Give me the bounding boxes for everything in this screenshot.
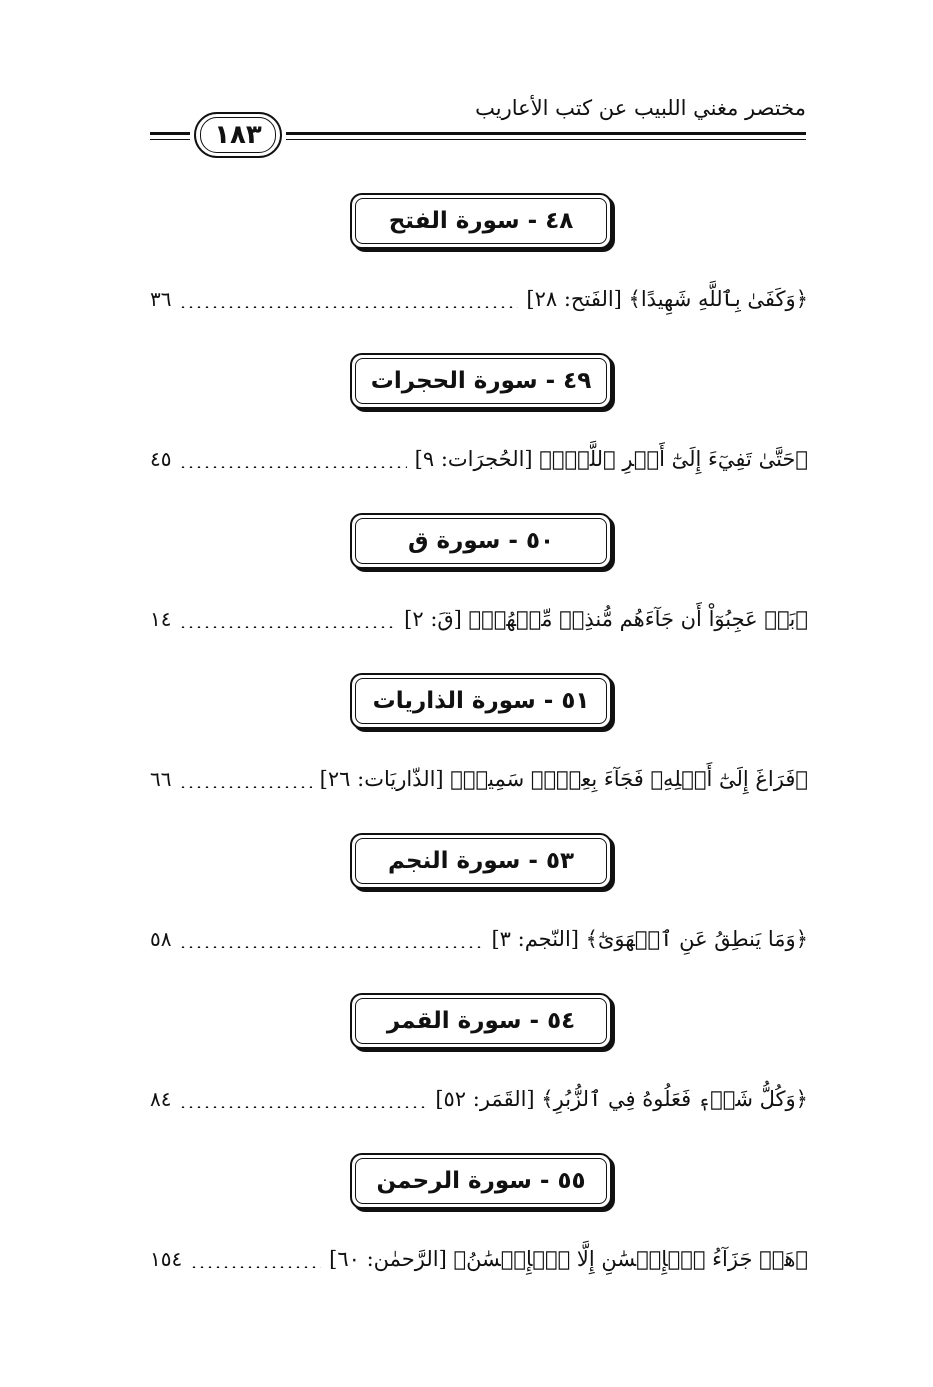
- entry-page-number: ٥٨: [150, 927, 172, 951]
- leader-dots: [179, 306, 518, 308]
- surah-heading: ٥٣ - سورة النجم: [355, 838, 607, 884]
- surah-heading: ٤٩ - سورة الحجرات: [355, 358, 607, 404]
- entry-page-number: ٤٥: [150, 447, 172, 471]
- entry-page-number: ٦٦: [150, 767, 172, 791]
- surah-heading-box: [350, 673, 612, 729]
- header-rule: [286, 132, 806, 135]
- leader-dots: [179, 786, 311, 788]
- page-number: ١٨٣: [200, 117, 276, 153]
- entry-page-number: ٣٦: [150, 287, 172, 311]
- surah-heading-box: [350, 193, 612, 249]
- verse-text: ﴿وَمَا يَنطِقُ عَنِ ٱلۡهَوَىٰٓ﴾ [النّجم: ٣]: [491, 927, 808, 951]
- verse-text: ﴿وَكُلُّ شَيۡءٖ فَعَلُوهُ فِي ٱلزُّبُرِ﴾ [القَمَر: ٥٢]: [435, 1087, 808, 1111]
- surah-heading: ٥٤ - سورة القمر: [355, 998, 607, 1044]
- header-rule-left: [150, 132, 190, 135]
- leader-dots: [179, 1106, 427, 1108]
- entry-page-number: ١٤: [150, 607, 172, 631]
- index-entry: [150, 439, 808, 479]
- verse-text: ﴿حَتَّىٰ تَفِيٓءَ إِلَىٰٓ أَمۡرِ ٱللَّهِۚ﴾ [الحُجرَات: ٩]: [414, 447, 808, 471]
- surah-heading-box: [350, 993, 612, 1049]
- header-rule-left-thin: [150, 139, 190, 140]
- surah-heading: ٥١ - سورة الذاريات: [355, 678, 607, 724]
- page-number-badge: [194, 112, 282, 158]
- index-entry: [150, 919, 808, 959]
- leader-dots: [179, 626, 396, 628]
- index-entry: [150, 1079, 808, 1119]
- index-entry: [150, 279, 808, 319]
- verse-text: ﴿هَلۡ جَزَآءُ ٱلۡإِحۡسَٰنِ إِلَّا ٱلۡإِحۡسَٰنُ﴾ [الرَّحمٰن: ٦٠]: [329, 1247, 808, 1271]
- surah-heading: ٤٨ - سورة الفتح: [355, 198, 607, 244]
- verse-text: ﴿بَلۡ عَجِبُوٓاْ أَن جَآءَهُم مُّنذِرٞ مِّنۡهُمۡ﴾ [قَ: ٢]: [404, 607, 808, 631]
- surah-heading: ٥٥ - سورة الرحمن: [355, 1158, 607, 1204]
- entry-page-number: ١٥٤: [150, 1247, 183, 1271]
- index-entry: [150, 759, 808, 799]
- page-header: [150, 92, 806, 162]
- surah-heading-box: [350, 513, 612, 569]
- header-rule-thin: [286, 139, 806, 140]
- verse-text: ﴿فَرَاغَ إِلَىٰٓ أَهۡلِهِۦ فَجَآءَ بِعِجۡلٖ سَمِينٖ﴾ [الذّاريَات: ٢٦]: [319, 767, 808, 791]
- verse-text: ﴿وَكَفَىٰ بِٱللَّهِ شَهِيدًا﴾ [الفَتح: ٢٨]: [526, 287, 808, 311]
- leader-dots: [190, 1266, 321, 1268]
- surah-heading-box: [350, 1153, 612, 1209]
- surah-heading-box: [350, 833, 612, 889]
- surah-heading-box: [350, 353, 612, 409]
- index-entry: [150, 599, 808, 639]
- leader-dots: [179, 946, 483, 948]
- entry-page-number: ٨٤: [150, 1087, 172, 1111]
- index-entry: [150, 1239, 808, 1279]
- leader-dots: [179, 466, 406, 468]
- surah-heading: ٥٠ - سورة ق: [355, 518, 607, 564]
- book-title: مختصر مغني اللبيب عن كتب الأعاريب: [475, 96, 806, 120]
